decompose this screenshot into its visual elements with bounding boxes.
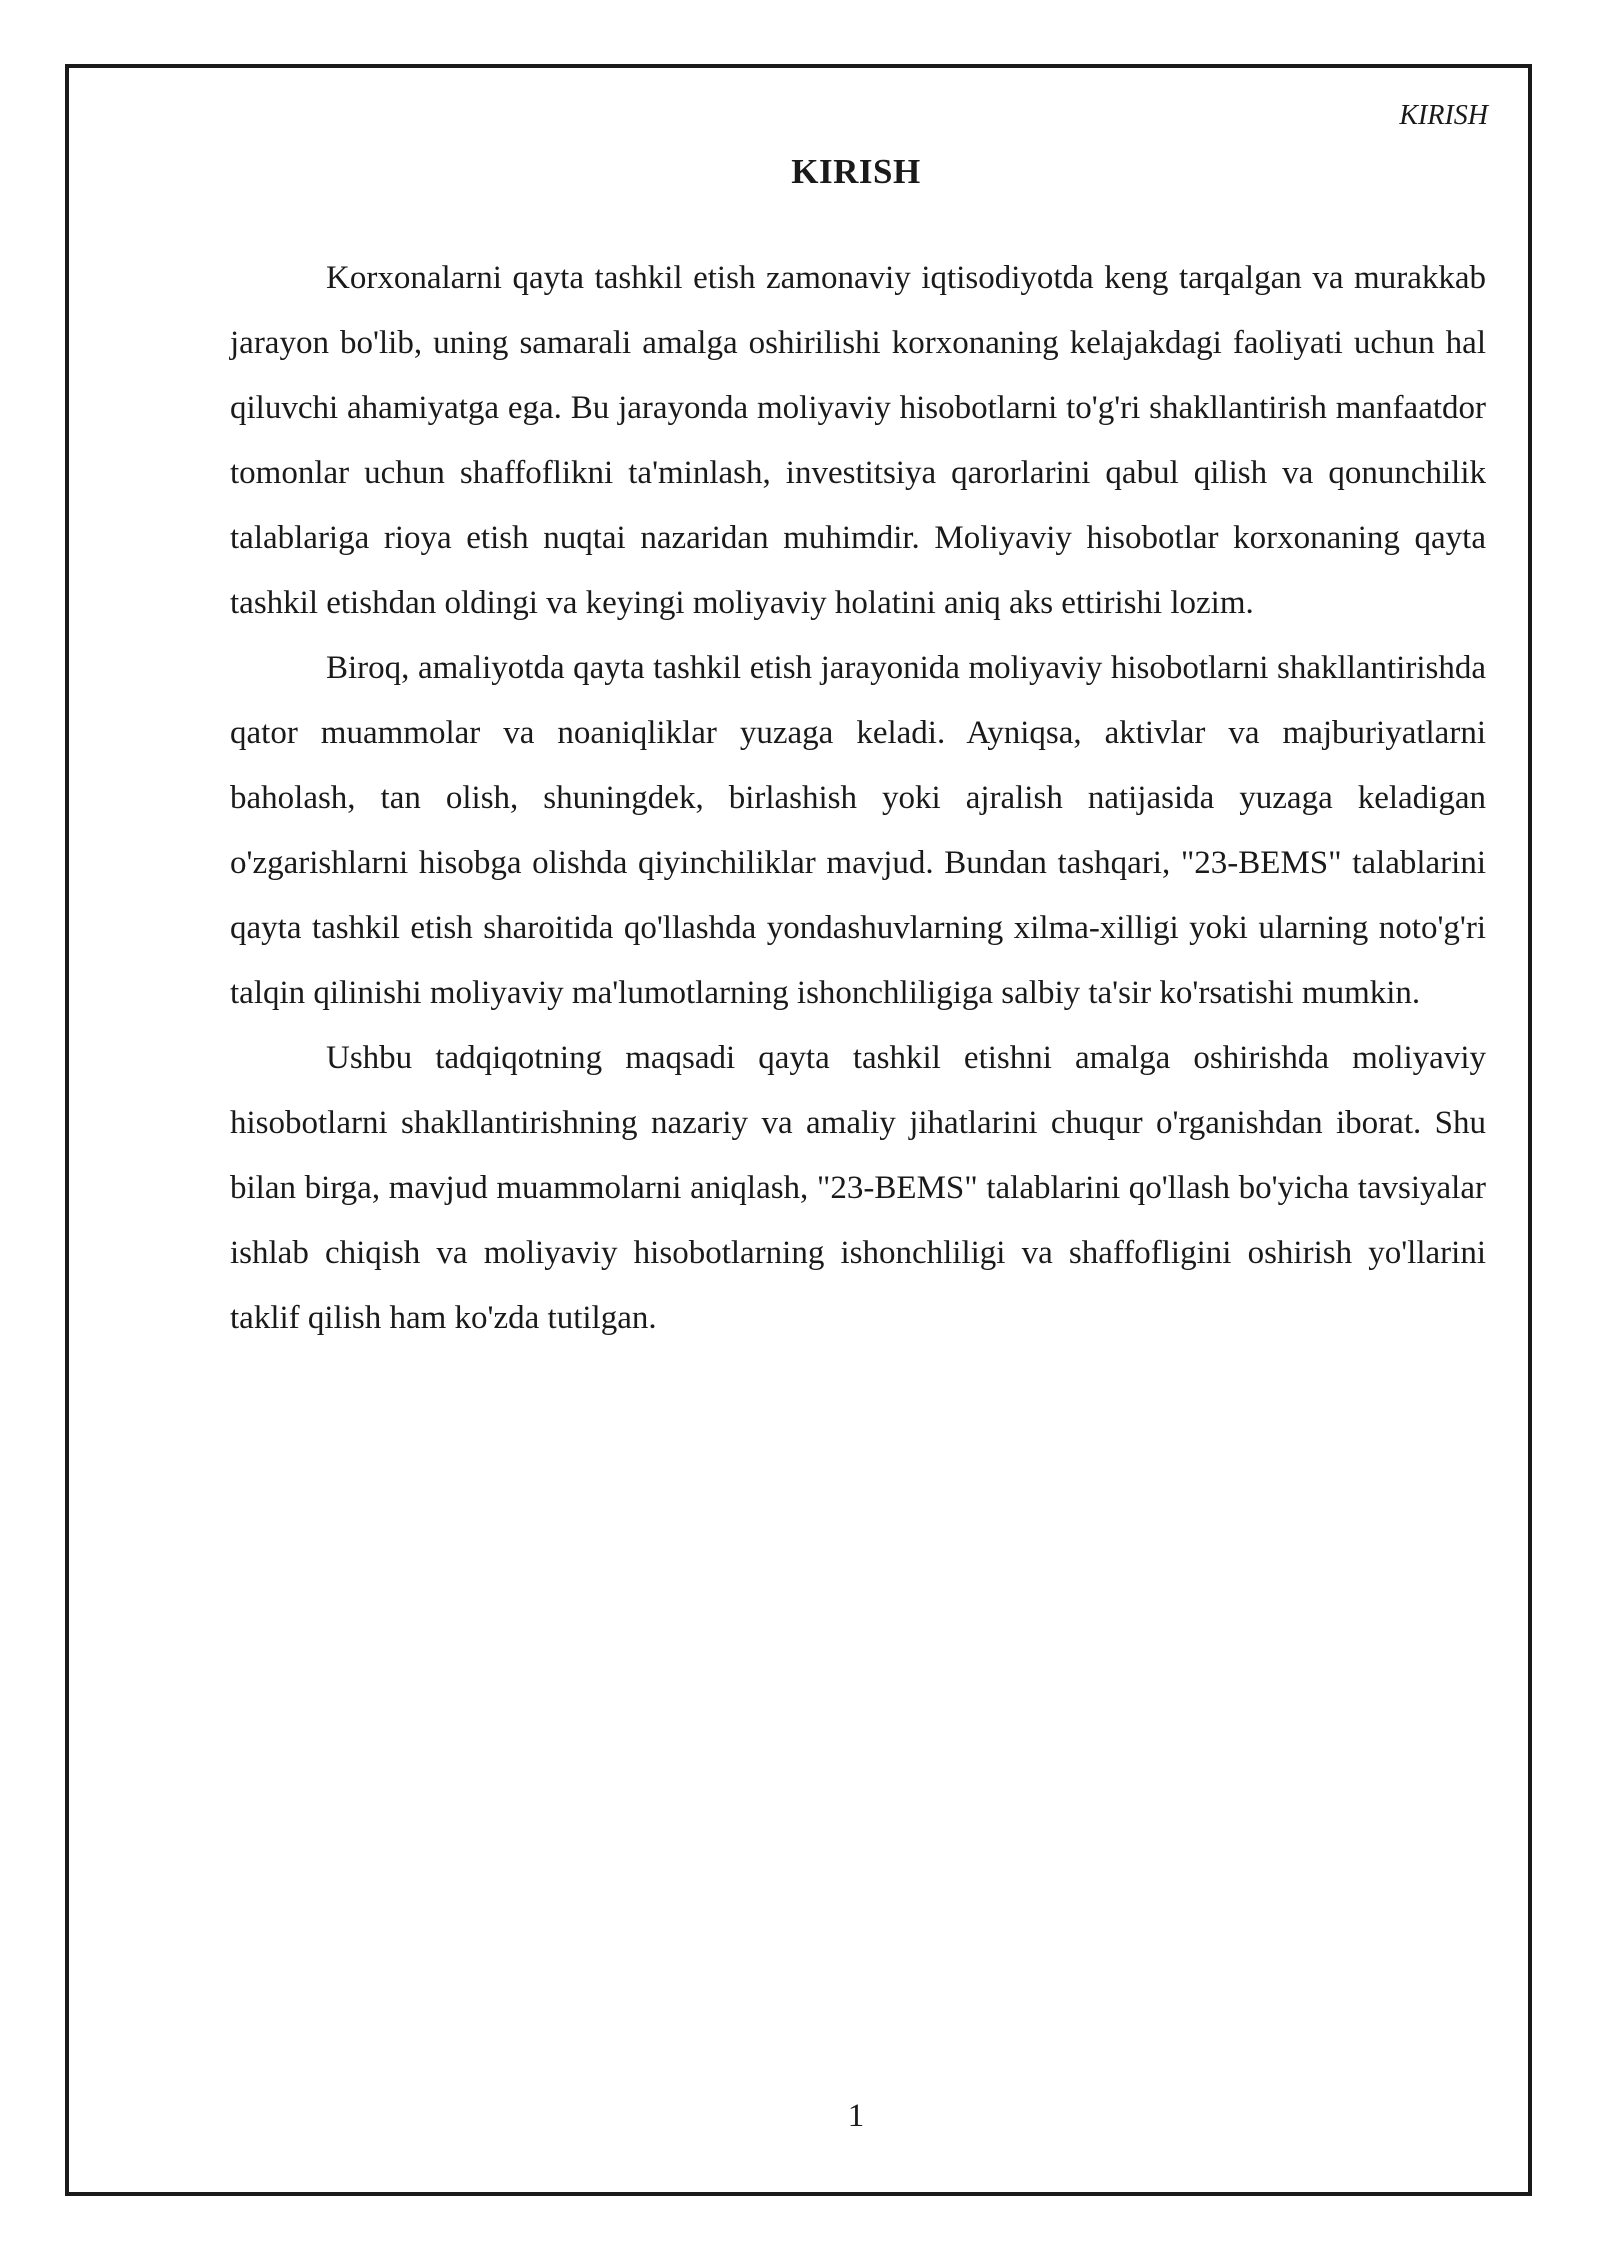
paragraph: Biroq, amaliyotda qayta tashkil etish jarayonida moliyaviy hisobotlarni shakllantirishda qator muammolar va noaniqliklar yuzaga keladi. Ayniqsa, aktivlar va majburiyatlarni baholash, tan olish, shuningdek, birlashish yoki ajralish natijasida yuzaga keladigan o'zgarishlarni hisobga olishda qiyinchiliklar mavjud. Bundan tashqari, "23-BEMS" talablarini qayta tashkil etish sharoitida qo'llashda yondashuvlarning xilma-xilligi yoki ularning noto'g'ri talqin qilinishi moliyaviy ma'lumotlarning ishonchliligiga salbiy ta'sir ko'rsatishi mumkin. — [230, 650, 1486, 1011]
body-text — [230, 246, 1486, 1351]
page-title: KIRISH — [791, 152, 921, 191]
paragraph: Korxonalarni qayta tashkil etish zamonaviy iqtisodiyotda keng tarqalgan va murakkab jarayon bo'lib, uning samarali amalga oshirilishi korxonaning kelajakdagi faoliyati uchun hal qiluvchi ahamiyatga ega. Bu jarayonda moliyaviy hisobotlarni to'g'ri shakllantirish manfaatdor tomonlar uchun shaffoflikni ta'minlash, investitsiya qarorlarini qabul qilish va qonunchilik talablariga rioya etish nuqtai nazaridan muhimdir. Moliyaviy hisobotlar korxonaning qayta tashkil etishdan oldingi va keyingi moliyaviy holatini aniq aks ettirishi lozim. — [230, 260, 1486, 621]
paragraph: Ushbu tadqiqotning maqsadi qayta tashkil etishni amalga oshirishda moliyaviy hisobotlarni shakllantirishning nazariy va amaliy jihatlarini chuqur o'rganishdan iborat. Shu bilan birga, mavjud muammolarni aniqlash, "23-BEMS" talablarini qo'llash bo'yicha tavsiyalar ishlab chiqish va moliyaviy hisobotlarning ishonchliligi va shaffofligini oshirish yo'llarini taklif qilish ham ko'zda tutilgan. — [230, 1040, 1486, 1336]
page-number: 1 — [847, 2098, 865, 2134]
running-header: KIRISH — [1399, 100, 1488, 131]
